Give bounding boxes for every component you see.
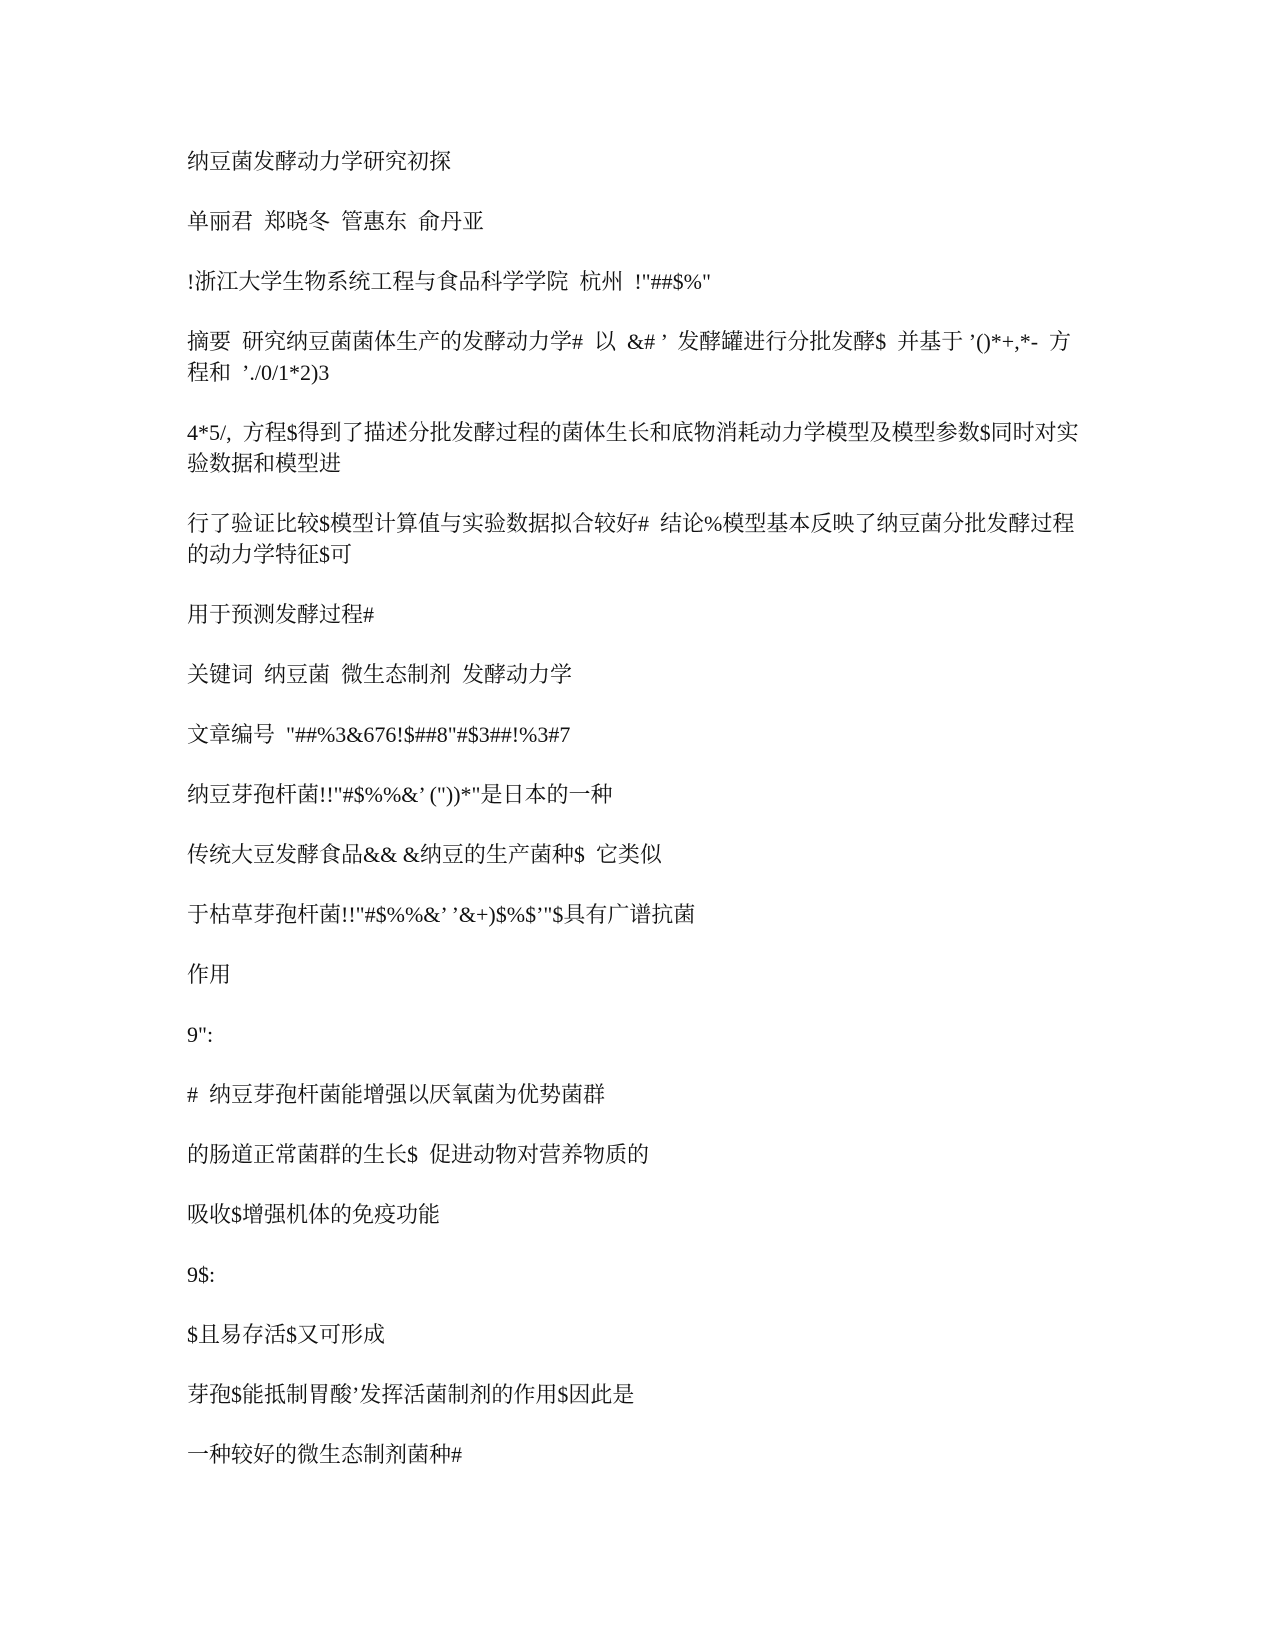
body-line: # 纳豆芽孢杆菌能增强以厌氧菌为优势菌群	[187, 1082, 606, 1107]
body-line: 的肠道正常菌群的生长$ 促进动物对营养物质的	[187, 1142, 650, 1167]
body-line: 传统大豆发酵食品&& &纳豆的生产菌种$ 它类似	[187, 842, 662, 867]
document-content	[187, 146, 1087, 1499]
citation-marker: 9":	[187, 1022, 214, 1047]
author-list: 单丽君 郑晓冬 管惠东 俞丹亚	[187, 209, 485, 234]
abstract-line: 摘要 研究纳豆菌菌体生产的发酵动力学# 以 &# ’ 发酵罐进行分批发酵$ 并基于 ’()*+,*- 方程和 ’./0/1*2)3	[187, 329, 1072, 385]
body-line: $且易存活$又可形成	[187, 1322, 386, 1347]
article-number: 文章编号 "##%3&676!$##8"#$3##!%3#7	[187, 722, 571, 747]
abstract-line: 用于预测发酵过程#	[187, 602, 375, 627]
body-line: 吸收$增强机体的免疫功能	[187, 1202, 441, 1227]
body-line: 一种较好的微生态制剂菌种#	[187, 1442, 463, 1467]
affiliation: !浙江大学生物系统工程与食品科学学院 杭州 !"##$%"	[187, 269, 711, 294]
abstract-line: 行了验证比较$模型计算值与实验数据拟合较好# 结论%模型基本反映了纳豆菌分批发酵过程的动力学特征$可	[187, 511, 1075, 567]
abstract-line: 4*5/, 方程$得到了描述分批发酵过程的菌体生长和底物消耗动力学模型及模型参数$同时对实验数据和模型进	[187, 420, 1079, 476]
citation-marker: 9$:	[187, 1262, 216, 1287]
keywords: 关键词 纳豆菌 微生态制剂 发酵动力学	[187, 662, 573, 687]
body-line: 于枯草芽孢杆菌!!"#$%%&’ ’&+)$%$’"$具有广谱抗菌	[187, 902, 696, 927]
body-line: 纳豆芽孢杆菌!!"#$%%&’ ("))*"是日本的一种	[187, 782, 613, 807]
body-line: 芽孢$能抵制胃酸’发挥活菌制剂的作用$因此是	[187, 1382, 635, 1407]
paper-title: 纳豆菌发酵动力学研究初探	[187, 149, 452, 174]
body-line: 作用	[187, 962, 232, 987]
